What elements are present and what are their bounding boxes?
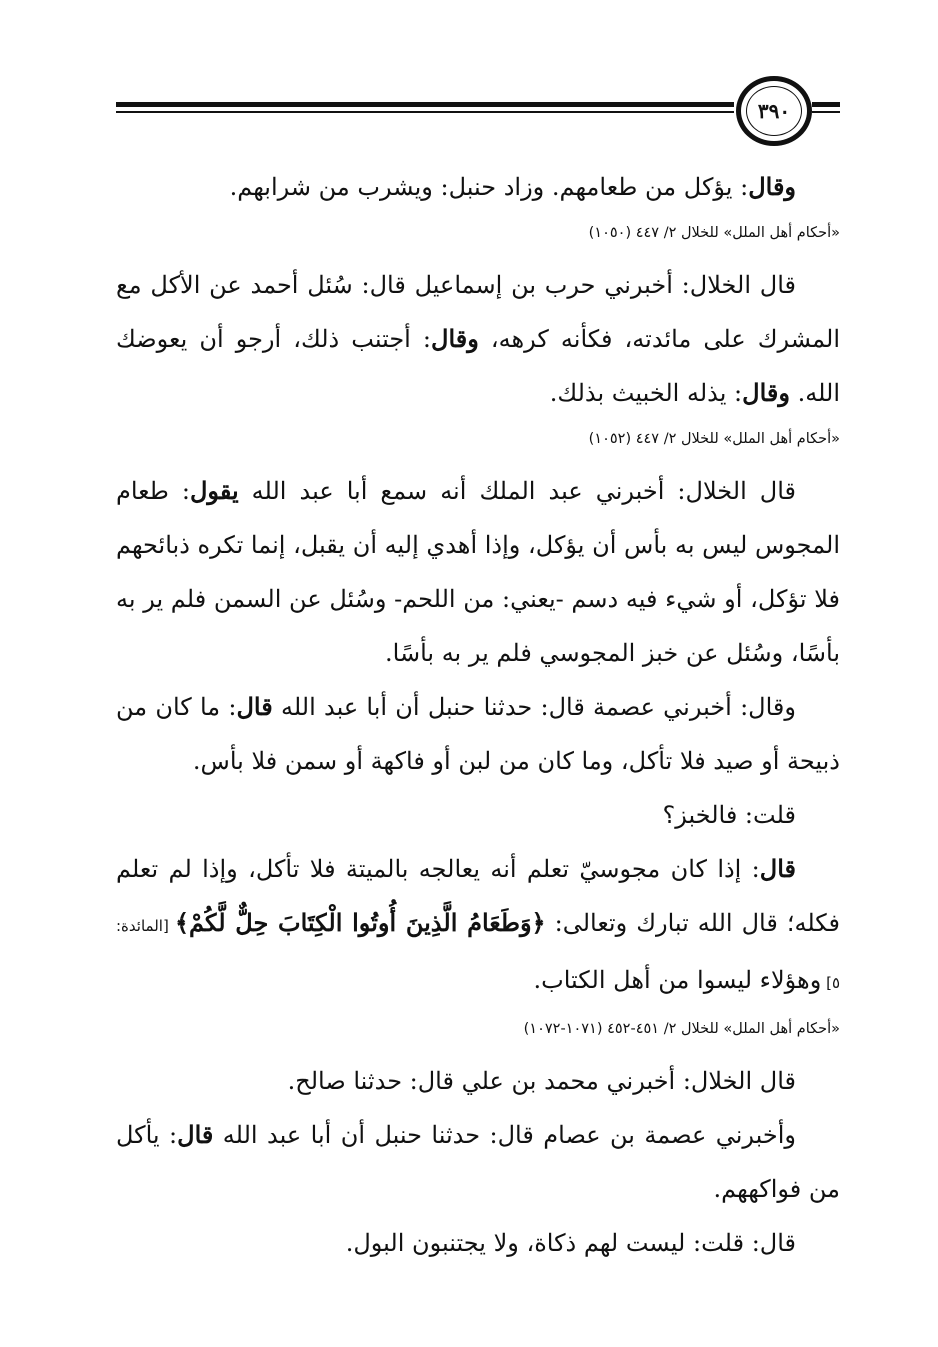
header-rule-thick-right bbox=[812, 102, 840, 107]
bold-keyword: وقال bbox=[742, 378, 790, 407]
page-body bbox=[116, 160, 840, 1270]
header-rule-thick bbox=[116, 102, 734, 107]
citation: «أحكام أهل الملل» للخلال ٢/ ٤٤٧ (١٠٥٠) bbox=[588, 225, 840, 241]
citation: «أحكام أهل الملل» للخلال ٢/ ٤٤٧ (١٠٥٢) bbox=[588, 431, 840, 447]
text-run: وأخبرني عصمة بن عصام قال: حدثنا حنبل أن أبا عبد الله bbox=[213, 1121, 796, 1149]
paragraph bbox=[116, 160, 840, 214]
verse-reference: [المائدة: ٥] bbox=[116, 917, 840, 992]
text-run: : يؤكل من طعامهم. وزاد حنبل: ويشرب من شرابهم. bbox=[229, 173, 749, 201]
text-run: : أجتنب ذلك، أرجو أن يعوضك الله. bbox=[116, 325, 840, 407]
page-number-badge bbox=[736, 76, 812, 146]
bold-keyword: قال bbox=[759, 854, 796, 883]
text-run: قال الخلال: أخبرني حرب بن إسماعيل قال: سُئل أحمد عن الأكل مع المشرك على مائدته، فكأنه كرهه، bbox=[116, 271, 840, 353]
text-run: : ما كان من ذبيحة أو صيد فلا تأكل، وما كان من لبن أو فاكهة أو سمن فلا بأس. bbox=[116, 693, 840, 775]
header-rule-thin bbox=[116, 111, 734, 113]
paragraph bbox=[116, 788, 840, 842]
bold-keyword: وقال bbox=[431, 324, 479, 353]
text-run: : يذله الخبيث بذلك. bbox=[549, 379, 743, 407]
paragraph bbox=[116, 1216, 840, 1270]
paragraph bbox=[116, 680, 840, 788]
bold-keyword: يقول bbox=[189, 476, 239, 505]
bold-keyword: قال bbox=[177, 1120, 214, 1149]
header-rule-thin-right bbox=[812, 111, 840, 113]
citation: «أحكام أهل الملل» للخلال ٢/ ٤٥١-٤٥٢ (١٠٧١-١٠٧٢) bbox=[523, 1021, 840, 1037]
text-run: وقال: أخبرني عصمة قال: حدثنا حنبل أن أبا عبد الله bbox=[272, 693, 796, 721]
text-run: قلت: فالخبز؟ bbox=[662, 801, 796, 829]
paragraph bbox=[116, 1108, 840, 1216]
quran-verse: ﴿وَطَعَامُ الَّذِينَ أُوتُوا الْكِتَابَ حِلٌّ لَّكُمْ﴾ bbox=[174, 908, 546, 937]
text-run: قال الخلال: أخبرني عبد الملك أنه سمع أبا عبد الله bbox=[238, 477, 796, 505]
paragraph bbox=[116, 258, 840, 420]
paragraph bbox=[116, 1054, 840, 1108]
bold-keyword: قال bbox=[236, 692, 273, 721]
text-run: قال: قلت: ليست لهم ذكاة، ولا يجتنبون البول. bbox=[345, 1229, 796, 1257]
page-header bbox=[0, 0, 938, 160]
paragraph bbox=[116, 842, 840, 1010]
text-run: : طعام المجوس ليس به بأس أن يؤكل، وإذا أهدي إليه أن يقبل، إنما تكره ذبائحهم فلا تؤكل، أو شيء فيه دسم -يعني: من اللحم- وسُئل عن السمن فلم ير به بأسًا، وسُئل عن خبز المجوسي فلم ير به بأسًا. bbox=[116, 477, 840, 667]
page-number: ٣٩٠ bbox=[746, 86, 802, 136]
text-run: وهؤلاء ليسوا من أهل الكتاب. bbox=[533, 966, 822, 994]
paragraph bbox=[116, 464, 840, 680]
text-run: قال الخلال: أخبرني محمد بن علي قال: حدثنا صالح. bbox=[287, 1067, 796, 1095]
text-run: : إذا كان مجوسيّ تعلم أنه يعالجه بالميتة فلا تأكل، وإذا لم تعلم فكله؛ قال الله تبارك وتعالى: bbox=[116, 855, 840, 937]
bold-keyword: وقال bbox=[748, 172, 796, 201]
text-run: : يأكل من فواكههم. bbox=[116, 1121, 840, 1203]
